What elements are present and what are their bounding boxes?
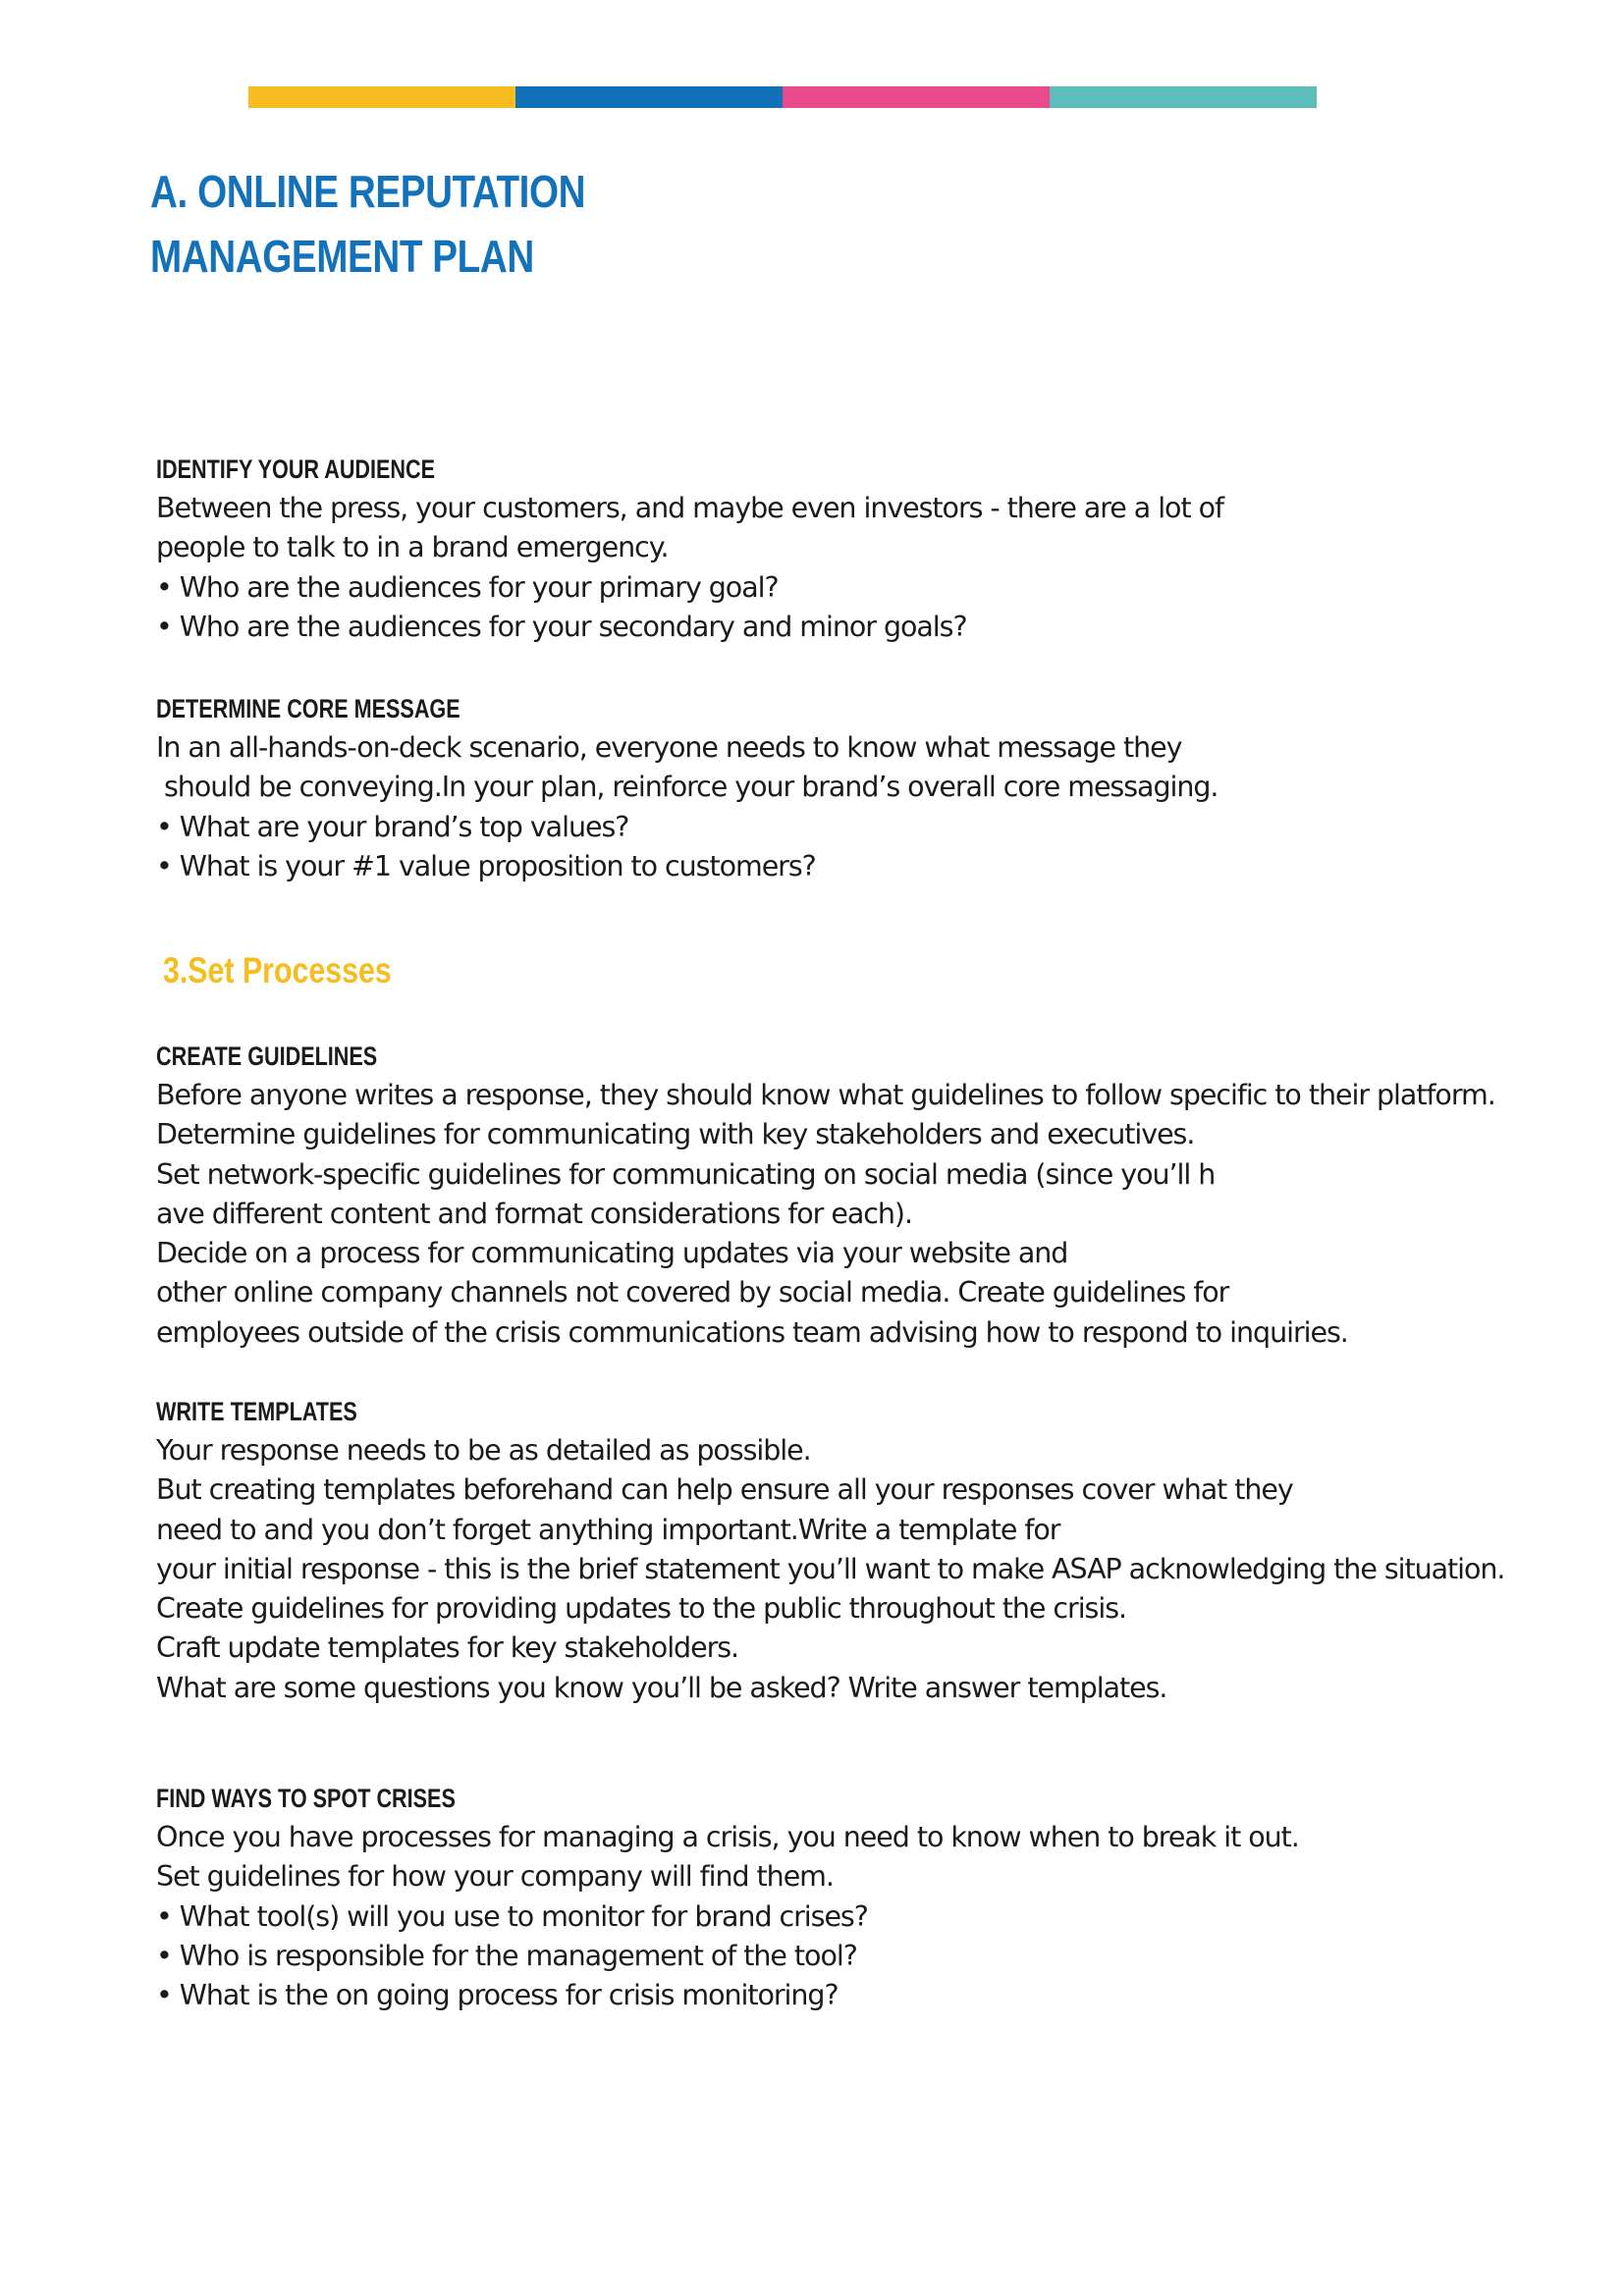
section-spot-crises [156,1779,1570,2015]
section-create-guidelines [156,1037,1570,1353]
paragraph-line: need to and you don’t forget anything important.Write a template for [156,1513,1060,1546]
bullet-item: • What is the on going process for crisis monitoring? [156,1979,839,2012]
bullet-item: • What tool(s) will you use to monitor for brand crises? [156,1899,868,1933]
paragraph-line: But creating templates beforehand can help ensure all your responses cover what they [156,1473,1293,1507]
paragraph-line: should be conveying.In your plan, reinforce your brand’s overall core messaging. [156,771,1218,804]
page-title-line-2: MANAGEMENT PLAN [150,231,534,282]
section-identify-audience [156,450,1570,647]
color-bar-yellow [248,86,515,108]
section-heading: FIND WAYS TO SPOT CRISES [156,1784,456,1813]
set-processes-title: 3.Set Processes [163,950,392,990]
paragraph-line: Set network-specific guidelines for communicating on social media (since you’ll h [156,1157,1216,1191]
section-heading: IDENTIFY YOUR AUDIENCE [156,454,436,484]
paragraph-line: Create guidelines for providing updates to the public throughout the crisis. [156,1592,1127,1626]
paragraph-line: Craft update templates for key stakeholders. [156,1631,739,1665]
section-heading: CREATE GUIDELINES [156,1041,378,1071]
paragraph-line: other online company channels not covered by social media. Create guidelines for [156,1276,1229,1309]
section-write-templates [156,1392,1570,1708]
paragraph-line: Your response needs to be as detailed as possible. [156,1434,811,1467]
paragraph-line: people to talk to in a brand emergency. [156,531,669,564]
bullet-item: • Who is responsible for the management of the tool? [156,1939,857,1972]
paragraph-line: your initial response - this is the brief statement you’ll want to make ASAP acknowledging the situation. [156,1552,1505,1585]
paragraph-line: Determine guidelines for communicating with key stakeholders and executives. [156,1118,1195,1151]
paragraph-line: Between the press, your customers, and maybe even investors - there are a lot of [156,492,1223,524]
bullet-item: • Who are the audiences for your primary goal? [156,570,779,604]
paragraph-line: ave different content and format considerations for each). [156,1197,912,1230]
paragraph-line: Decide on a process for communicating updates via your website and [156,1237,1068,1270]
paragraph-line: In an all-hands-on-deck scenario, everyone needs to know what message they [156,731,1182,764]
page-title-line-1: A. ONLINE REPUTATION [150,166,586,217]
paragraph-line: What are some questions you know you’ll be asked? Write answer templates. [156,1671,1167,1704]
paragraph-line: employees outside of the crisis communications team advising how to respond to inquiries. [156,1315,1348,1349]
bullet-item: • What are your brand’s top values? [156,810,629,843]
page-title [150,159,585,289]
paragraph-line: Before anyone writes a response, they should know what guidelines to follow specific to their platform. [156,1079,1495,1111]
header-color-bar [248,86,1317,108]
color-bar-teal [1050,86,1317,108]
bullet-item: • What is your #1 value proposition to customers? [156,849,816,882]
section-core-message [156,689,1570,886]
color-bar-pink [783,86,1050,108]
bullet-item: • Who are the audiences for your secondary and minor goals? [156,610,967,643]
paragraph-line: Set guidelines for how your company will find them. [156,1860,834,1894]
section-heading: WRITE TEMPLATES [156,1397,357,1426]
color-bar-blue [515,86,783,108]
paragraph-line: Once you have processes for managing a crisis, you need to know when to break it out. [156,1821,1299,1853]
section-heading: DETERMINE CORE MESSAGE [156,694,460,723]
